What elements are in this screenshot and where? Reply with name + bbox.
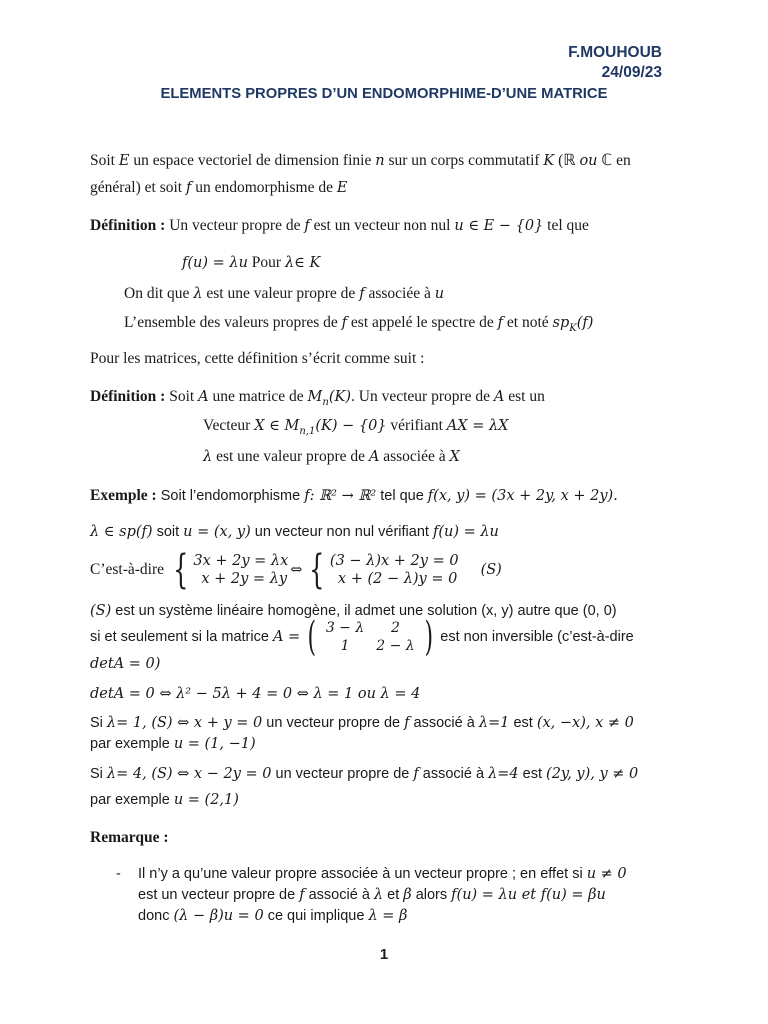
- case-2-line-2: par exemple u = (2,1): [90, 792, 239, 808]
- definition-1-line-4: L’ensemble des valeurs propres de f est appelé le spectre de f et noté $sp_K(f)$: [124, 314, 594, 335]
- author-name: F.MOUHOUB: [568, 44, 662, 61]
- remark-line-2: est un vecteur propre de f associé à λ et β alors f(u) = λu et f(u) = βu: [138, 887, 606, 903]
- remark-bullet-dash: -: [116, 866, 121, 882]
- system-1: 3x + 2y = λx x + 2y = λy: [193, 553, 289, 588]
- definition-1-line-1: Définition : Un vecteur propre de f est un vecteur non nul u ∈ E − {0} tel que: [90, 217, 589, 234]
- matrix-a: 3 − λ 2 1 2 − λ: [325, 620, 415, 655]
- example-line-1: Exemple : Soit l’endomorphisme f: ℝ² → ℝ² tel que f(x, y) = (3x + 2y, x + 2y).: [90, 487, 618, 504]
- example-para-1: (S) est un système linéaire homogène, il admet une solution (x, y) autre que (0, 0): [90, 603, 617, 619]
- remark-line-3: donc (λ − β)u = 0 ce qui implique λ = β: [138, 908, 408, 924]
- definition-2-line-3: λ est une valeur propre de A associée à X: [203, 448, 460, 465]
- case-2-line-1: Si λ= 4, (S) ⇔ x − 2y = 0 un vecteur propre de f associé à λ=4 est (2y, y), y ≠ 0: [90, 766, 639, 782]
- matrix-intro: Pour les matrices, cette définition s’écrit comme suit :: [90, 350, 425, 367]
- matrix-left-paren: (: [307, 614, 317, 661]
- page-number: 1: [379, 946, 389, 963]
- remark-heading: Remarque :: [90, 829, 169, 846]
- document-title: ELEMENTS PROPRES D’UN ENDOMORPHIME-D’UNE MATRICE: [160, 86, 608, 102]
- example-para-2: si et seulement si la matrice A = ( 3 − λ 2 1 2 − λ ) est non inversible (c’est-à-dire: [90, 614, 634, 661]
- case-1-line-1: Si λ= 1, (S) ⇔ x + y = 0 un vecteur propre de f associé à λ=1 est (x, −x), x ≠ 0: [90, 715, 634, 731]
- definition-2-line-1: Définition : Soit A une matrice de $M_n(K)$. Un vecteur propre de A est un: [90, 388, 545, 409]
- intro-line-1: Soit E un espace vectoriel de dimension finie n sur un corps commutatif K (ℝ ou ℂ en: [90, 152, 631, 169]
- system-2: (3 − λ)x + 2y = 0 x + (2 − λ)y = 0: [329, 553, 459, 588]
- intro-line-2: général) et soit f un endomorphisme de E: [90, 179, 348, 196]
- remark-line-1: Il n’y a qu’une valeur propre associée à un vecteur propre ; en effet si u ≠ 0: [138, 866, 627, 882]
- document-date: 24/09/23: [601, 64, 662, 81]
- matrix-right-paren: ): [424, 614, 433, 661]
- case-1-line-2: par exemple u = (1, −1): [90, 736, 256, 752]
- example-systems: C’est-à-dire { 3x + 2y = λx x + 2y = λy ⇔ { (3 − λ)x + 2y = 0 x + (2 − λ)y = 0 (S): [90, 547, 502, 594]
- definition-2-line-2: Vecteur X ∈ $M_{n,1}(K) - \{0\}$ vérifiant AX = λX: [203, 417, 509, 438]
- definition-1-line-3: On dit que λ est une valeur propre de f associée à u: [124, 285, 445, 302]
- example-line-2: λ ∈ sp(f) soit u = (x, y) un vecteur non nul vérifiant f(u) = λu: [90, 524, 499, 540]
- example-para-3: detA = 0): [90, 656, 161, 672]
- left-brace-2: {: [309, 547, 325, 594]
- determinant-line: detA = 0 ⇔ λ² − 5λ + 4 = 0 ⇔ λ = 1 ou λ = 4: [90, 686, 421, 702]
- left-brace: {: [172, 547, 189, 594]
- definition-1-equation: f(u) = λu Pour λ∈ K: [182, 254, 321, 271]
